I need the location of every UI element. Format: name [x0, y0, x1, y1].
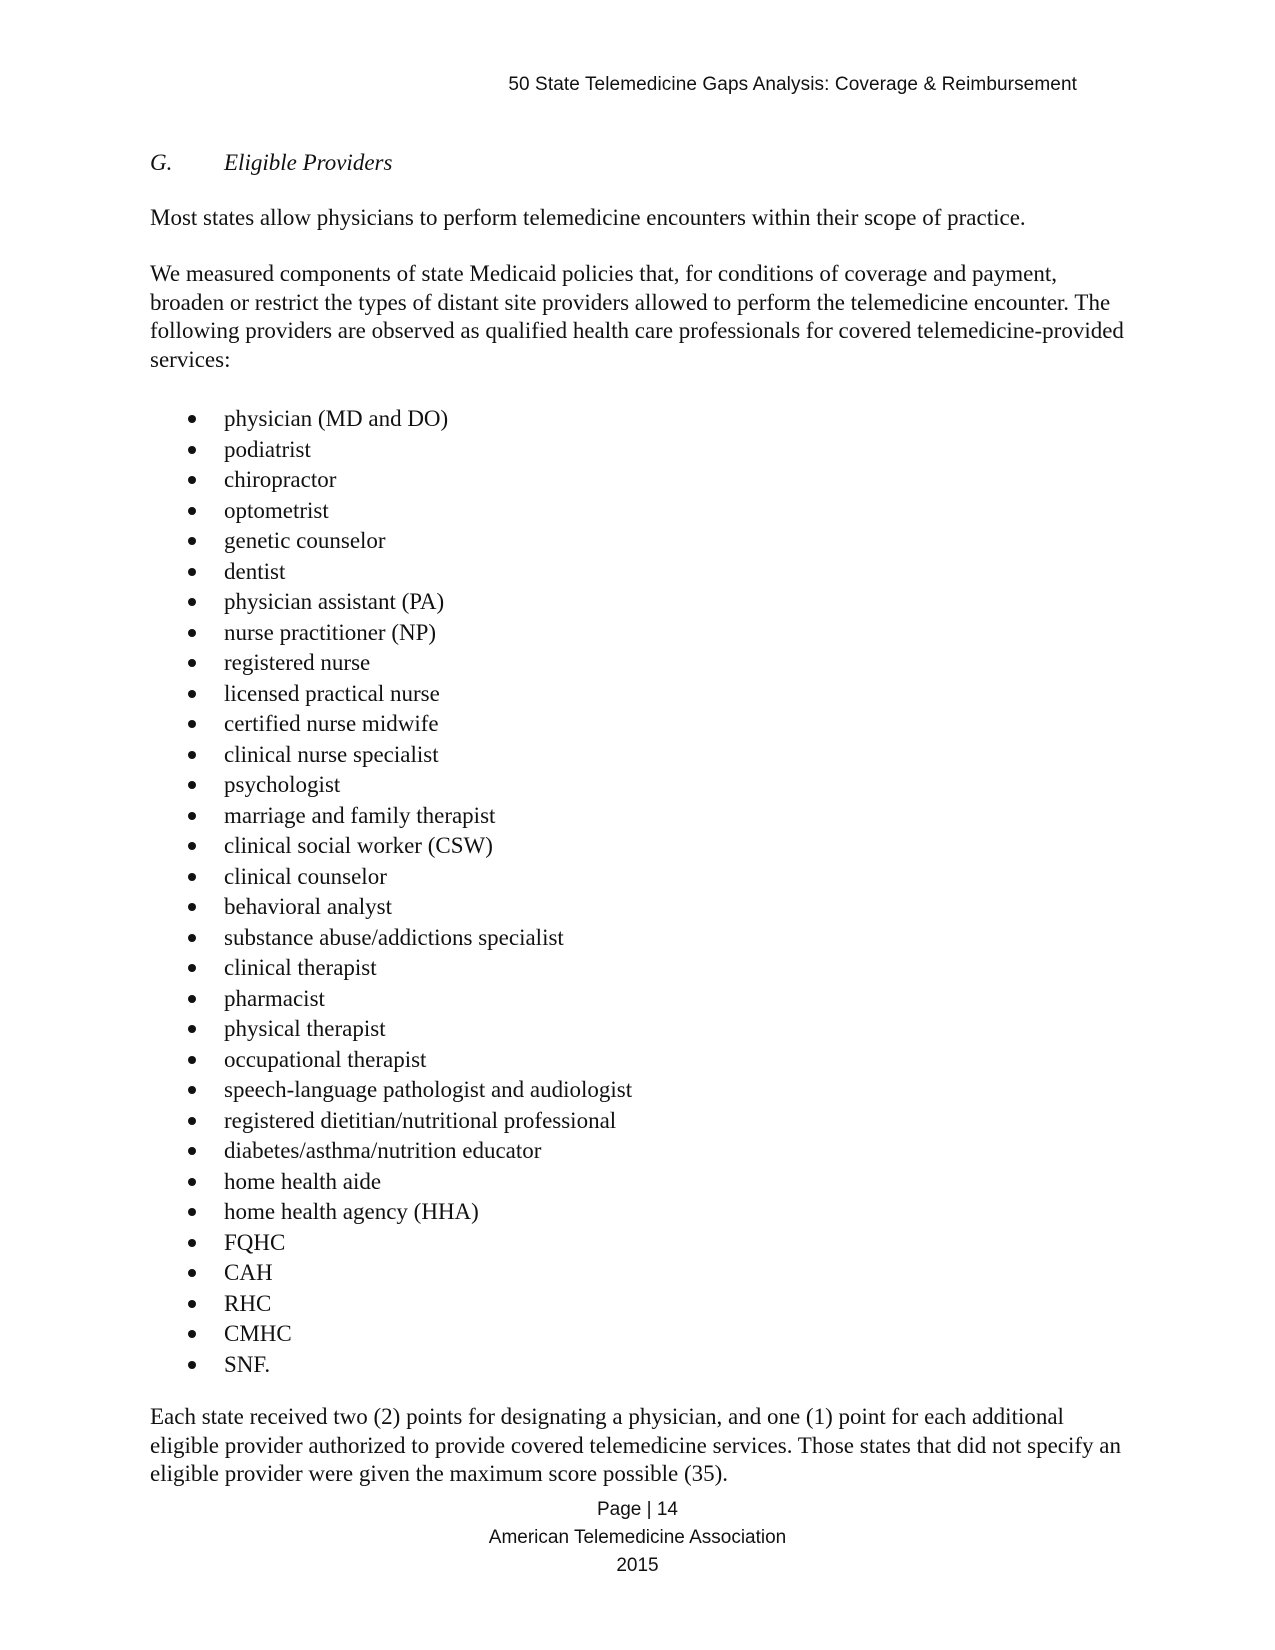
list-item: [150, 1045, 632, 1076]
provider-label: licensed practical nurse: [224, 680, 440, 706]
provider-label: substance abuse/addictions specialist: [224, 924, 564, 950]
list-item: [150, 648, 632, 679]
bullet-icon: [188, 629, 196, 637]
bullet-icon: [188, 537, 196, 545]
provider-label: registered nurse: [224, 650, 371, 675]
list-item: [150, 770, 632, 801]
list-item: [150, 1106, 632, 1137]
bullet-icon: [188, 598, 196, 606]
list-item: [150, 1258, 632, 1289]
bullet-icon: [188, 476, 196, 484]
provider-label: marriage and family therapist: [224, 802, 496, 828]
bullet-icon: [188, 995, 196, 1003]
provider-label: registered dietitian/nutritional professional: [224, 1107, 617, 1133]
provider-label: podiatrist: [224, 436, 311, 462]
bullet-icon: [188, 812, 196, 820]
list-item: [150, 557, 632, 588]
bullet-icon: [188, 934, 196, 942]
list-item: [150, 984, 632, 1015]
list-item: [150, 1197, 632, 1228]
provider-label: CAH: [224, 1260, 273, 1285]
bullet-icon: [188, 720, 196, 728]
provider-list: [150, 404, 632, 1380]
list-item: [150, 953, 632, 984]
list-item: [150, 526, 632, 557]
list-item: [150, 862, 632, 893]
scoring-paragraph: Each state received two (2) points for designating a physician, and one (1) point for each additional eligible provider authorized to provide covered telemedicine services. Those states that did not specify an eligible provider were given the maximum score possible (35).: [150, 1404, 1121, 1486]
footer-organization: American Telemedicine Association: [488, 1527, 787, 1548]
provider-label: CMHC: [224, 1321, 292, 1346]
bullet-icon: [188, 1025, 196, 1033]
bullet-icon: [188, 568, 196, 576]
provider-label: physician assistant (PA): [224, 589, 445, 614]
list-item: [150, 801, 632, 832]
list-item: [150, 831, 632, 862]
bullet-icon: [188, 415, 196, 423]
list-item: [150, 496, 632, 527]
bullet-icon: [188, 1330, 196, 1338]
provider-label: psychologist: [224, 772, 341, 797]
list-item: [150, 709, 632, 740]
provider-label: chiropractor: [224, 467, 337, 492]
section-heading: [150, 150, 392, 176]
provider-label: nurse practitioner (NP): [224, 619, 437, 645]
list-item: [150, 1228, 632, 1259]
provider-label: clinical therapist: [224, 955, 377, 980]
list-item: [150, 465, 632, 496]
bullet-icon: [188, 842, 196, 850]
list-item: [150, 923, 632, 954]
bullet-icon: [188, 1056, 196, 1064]
provider-label: optometrist: [224, 497, 329, 523]
provider-label: clinical counselor: [224, 863, 387, 889]
provider-label: home health aide: [224, 1168, 382, 1194]
bullet-icon: [188, 1361, 196, 1369]
provider-label: occupational therapist: [224, 1046, 427, 1072]
bullet-icon: [188, 659, 196, 667]
bullet-icon: [188, 507, 196, 515]
bullet-icon: [188, 873, 196, 881]
intro-paragraph: Most states allow physicians to perform telemedicine encounters within their scope of practice.: [150, 205, 1026, 230]
provider-label: RHC: [224, 1290, 272, 1316]
bullet-icon: [188, 903, 196, 911]
bullet-icon: [188, 1147, 196, 1155]
provider-label: pharmacist: [224, 985, 325, 1011]
bullet-icon: [188, 1178, 196, 1186]
page-number: Page | 14: [596, 1499, 678, 1520]
list-item: [150, 404, 632, 435]
running-header: 50 State Telemedicine Gaps Analysis: Coverage & Reimbursement: [508, 74, 1077, 95]
list-item: [150, 740, 632, 771]
bullet-icon: [188, 1269, 196, 1277]
list-item: [150, 1289, 632, 1320]
provider-label: physician (MD and DO): [224, 406, 449, 431]
provider-label: speech-language pathologist and audiologist: [224, 1077, 633, 1102]
list-item: [150, 435, 632, 466]
list-item: [150, 587, 632, 618]
provider-label: physical therapist: [224, 1016, 386, 1041]
provider-label: certified nurse midwife: [224, 711, 439, 736]
provider-label: behavioral analyst: [224, 894, 392, 919]
list-item: [150, 618, 632, 649]
measured-paragraph: We measured components of state Medicaid policies that, for conditions of coverage and payment, broaden or restrict the types of distant site providers allowed to perform the telemedicine encounter. The following providers are observed as qualified health care professionals for covered telemedicine-provided services:: [150, 261, 1124, 372]
list-item: [150, 1350, 632, 1381]
bullet-icon: [188, 690, 196, 698]
list-item: [150, 1014, 632, 1045]
list-item: [150, 1136, 632, 1167]
provider-label: dentist: [224, 558, 286, 584]
footer-year: 2015: [616, 1555, 659, 1576]
provider-label: diabetes/asthma/nutrition educator: [224, 1138, 542, 1163]
section-letter: G.: [150, 150, 173, 175]
list-item: [150, 1167, 632, 1198]
list-item: [150, 679, 632, 710]
provider-label: clinical nurse specialist: [224, 741, 439, 767]
bullet-icon: [188, 751, 196, 759]
provider-label: clinical social worker (CSW): [224, 833, 493, 858]
section-title: Eligible Providers: [224, 150, 393, 175]
bullet-icon: [188, 781, 196, 789]
provider-label: home health agency (HHA): [224, 1199, 479, 1224]
list-item: [150, 1319, 632, 1350]
bullet-icon: [188, 1117, 196, 1125]
bullet-icon: [188, 446, 196, 454]
bullet-icon: [188, 1086, 196, 1094]
list-item: [150, 892, 632, 923]
provider-label: SNF.: [224, 1351, 271, 1377]
bullet-icon: [188, 964, 196, 972]
list-item: [150, 1075, 632, 1106]
provider-label: genetic counselor: [224, 528, 386, 553]
bullet-icon: [188, 1239, 196, 1247]
bullet-icon: [188, 1208, 196, 1216]
provider-label: FQHC: [224, 1229, 286, 1255]
bullet-icon: [188, 1300, 196, 1308]
page-footer: [0, 1496, 1275, 1580]
